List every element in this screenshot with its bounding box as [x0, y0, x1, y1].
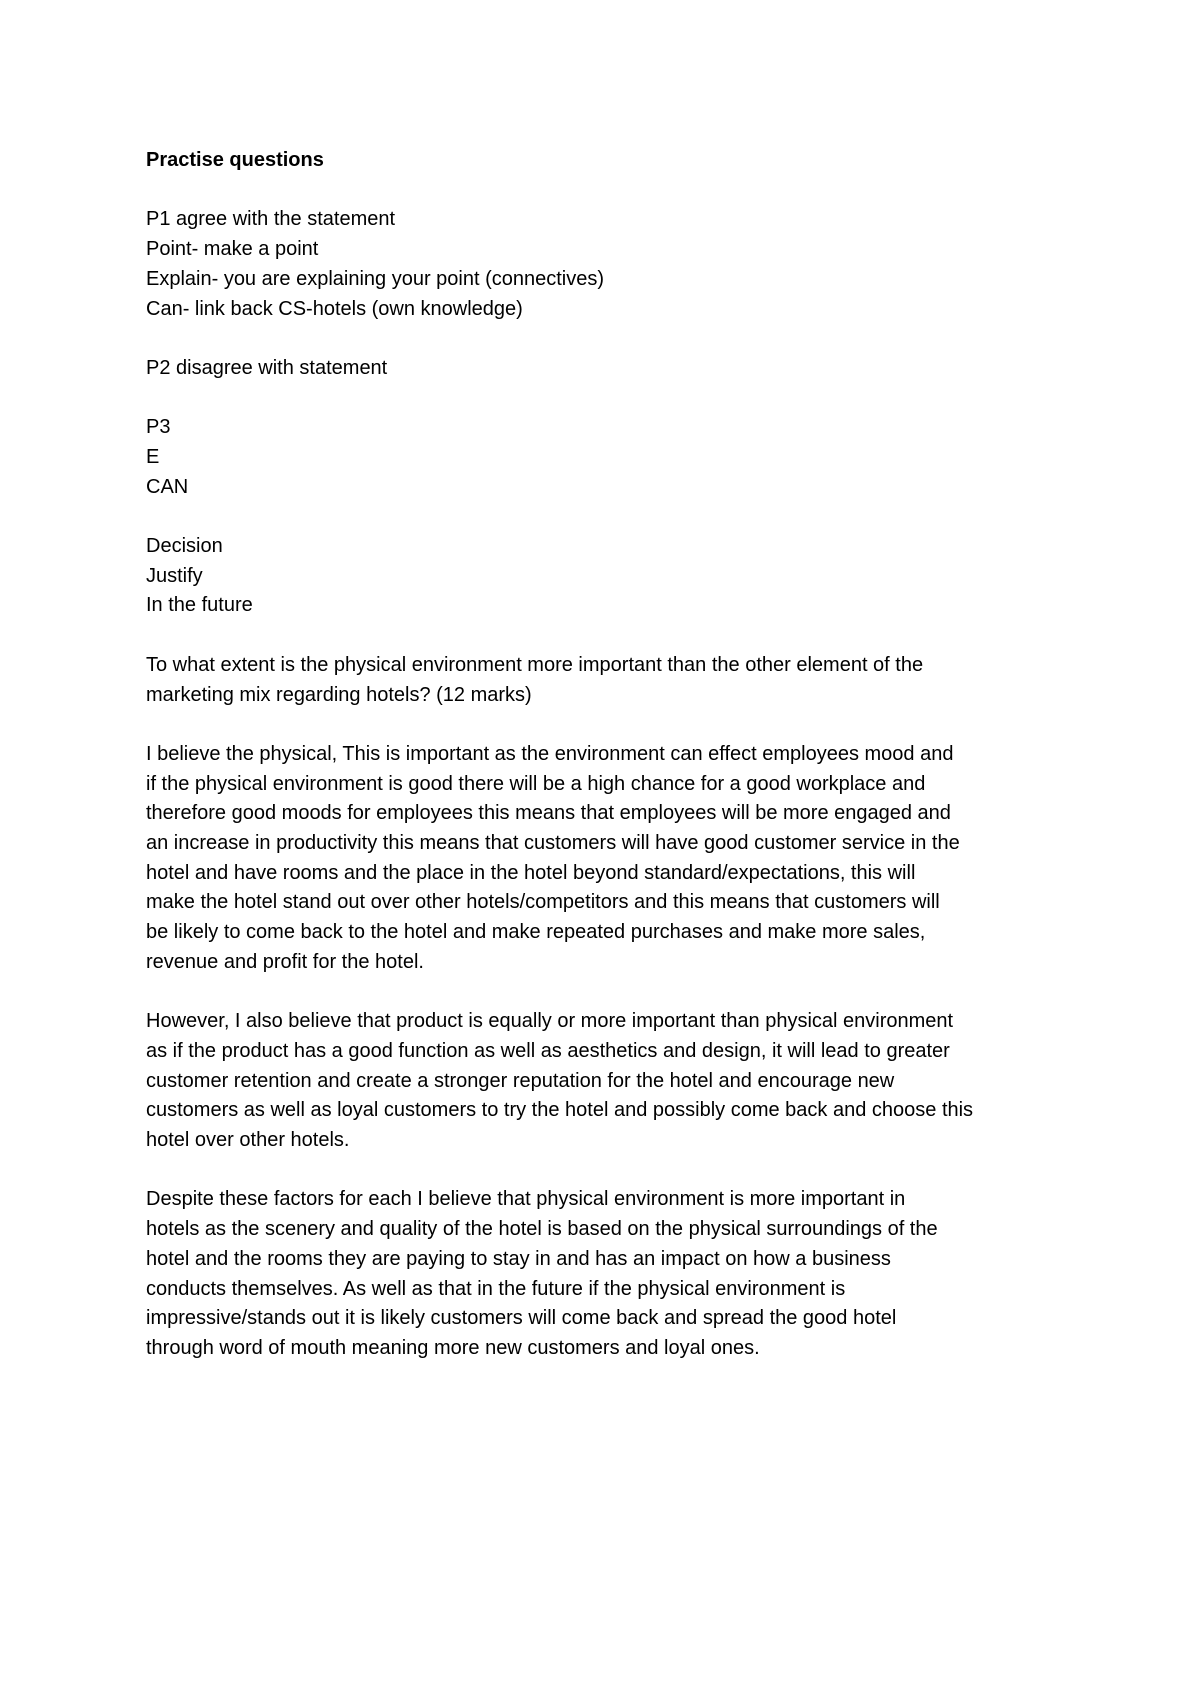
answer-line: Despite these factors for each I believe that physical environment is more important in [146, 1188, 906, 1211]
answer-line: as if the product has a good function as well as aesthetics and design, it will lead to greater [146, 1039, 950, 1062]
answer-line: However, I also believe that product is equally or more important than physical environment [146, 1010, 954, 1033]
answer-line: impressive/stands out it is likely customers will come back and spread the good hotel [146, 1307, 897, 1330]
question-line: To what extent is the physical environment more important than the other element of the [146, 653, 924, 676]
answer-line: be likely to come back to the hotel and make repeated purchases and make more sales, [146, 921, 926, 944]
answer-line: hotel and have rooms and the place in the hotel beyond standard/expectations, this will [146, 861, 916, 884]
answer-line: hotels as the scenery and quality of the hotel is based on the physical surroundings of the [146, 1218, 938, 1241]
question-paragraph [146, 651, 1076, 710]
answer-paragraph-3 [146, 1185, 1076, 1363]
question-line: marketing mix regarding hotels? (12 marks) [146, 683, 532, 706]
answer-line: hotel over other hotels. [146, 1129, 350, 1152]
p2-line: P2 disagree with statement [146, 356, 388, 379]
answer-line: customer retention and create a stronger reputation for the hotel and encourage new [146, 1069, 895, 1092]
p1-line: P1 agree with the statement [146, 208, 396, 231]
decision-line: Decision [146, 535, 223, 558]
explain-line: Explain- you are explaining your point (connectives) [146, 267, 605, 290]
answer-line: therefore good moods for employees this means that employees will be more engaged and [146, 802, 951, 825]
answer-line: hotel and the rooms they are paying to stay in and has an impact on how a business [146, 1247, 891, 1270]
answer-line: an increase in productivity this means that customers will have good customer service in the [146, 832, 960, 855]
can-line: Can- link back CS-hotels (own knowledge) [146, 297, 523, 320]
future-line: In the future [146, 594, 253, 617]
can-line-2: CAN [146, 475, 189, 498]
answer-line: if the physical environment is good there will be a high chance for a good workplace and [146, 772, 926, 795]
answer-paragraph-2 [146, 1007, 1076, 1156]
p3-section [146, 413, 1076, 502]
p2-section [146, 354, 1076, 384]
p3-line: P3 [146, 416, 171, 439]
page-title: Practise questions [146, 149, 324, 171]
answer-line: I believe the physical, This is important as the environment can effect employees mood and [146, 742, 954, 765]
answer-line: revenue and profit for the hotel. [146, 950, 424, 973]
document-page [146, 146, 1076, 1393]
answer-line: make the hotel stand out over other hotels/competitors and this means that customers will [146, 891, 940, 914]
answer-paragraph-1 [146, 740, 1076, 978]
decision-section [146, 532, 1076, 621]
e-line: E [146, 445, 160, 468]
answer-line: through word of mouth meaning more new customers and loyal ones. [146, 1337, 760, 1359]
p1-section [146, 205, 1076, 324]
answer-line: conducts themselves. As well as that in the future if the physical environment is [146, 1277, 846, 1300]
point-line: Point- make a point [146, 238, 319, 261]
justify-line: Justify [146, 564, 203, 587]
answer-line: customers as well as loyal customers to try the hotel and possibly come back and choose this [146, 1099, 974, 1122]
